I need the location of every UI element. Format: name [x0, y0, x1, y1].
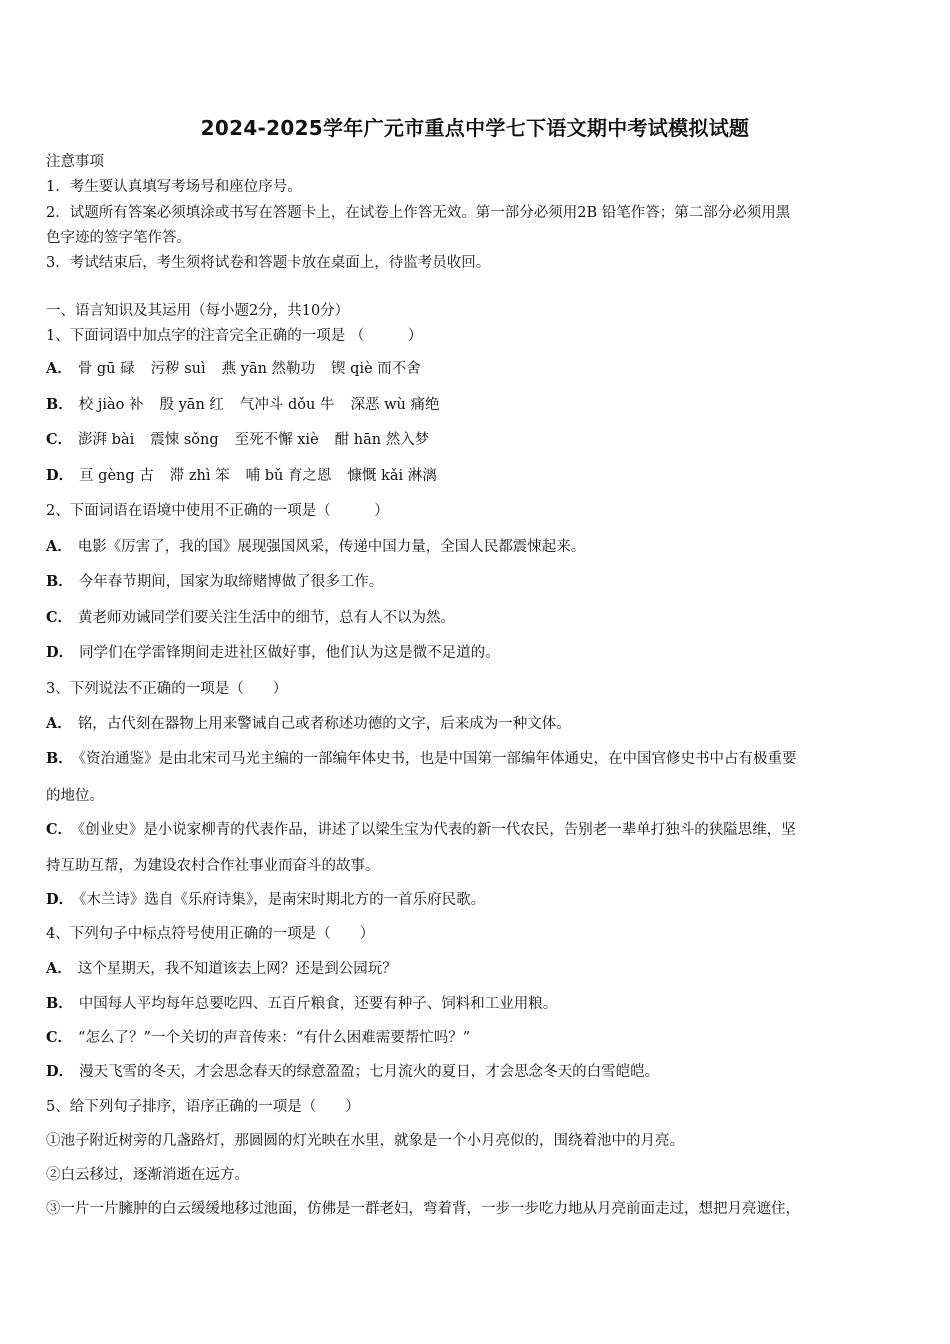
option-part: 慷慨 kǎi 淋漓 [347, 468, 437, 484]
option-part: 燕 yān 然勒功 [221, 361, 316, 377]
question-2-stem: 2、下面词语在语境中使用不正确的一项是（ ） [46, 503, 389, 519]
option-label: D． [46, 644, 74, 661]
option-label: D． [46, 467, 74, 484]
option-label: C． [46, 1029, 73, 1046]
option-text: 中国每人平均每年总要吃四、五百斤粮食，还要有种子、饲料和工业用粮。 [78, 996, 558, 1012]
q2-option-b [46, 572, 908, 592]
option-part: 酣 hān 然入梦 [334, 432, 430, 448]
option-part: 澎湃 bài [78, 432, 135, 448]
option-text: 这个星期天，我不知道该去上网？还是到公园玩？ [77, 961, 397, 977]
option-label: B． [46, 750, 73, 767]
option-text: 漫天飞雪的冬天，才会思念春天的绿意盈盈；七月流火的夏日，才会思念冬天的白雪皑皑。 [79, 1064, 660, 1080]
notice-item-2: 2．试题所有答案必须填涂或书写在答题卡上，在试卷上作答无效。第一部分必须用2B 铅笔作答；第二部分必须用黑 [46, 205, 791, 221]
option-part: 震悚 sǒng [150, 432, 219, 448]
option-text: 铭，古代刻在器物上用来警诫自己或者称述功德的文字，后来成为一种文体。 [77, 716, 571, 732]
q2-option-d [46, 643, 908, 663]
section-heading: 一、语言知识及其运用（每小题2分，共10分） [46, 303, 350, 319]
q4-option-c [46, 1028, 908, 1048]
q4-option-b [46, 994, 908, 1014]
q3-option-a [46, 714, 908, 734]
notice-item-2-cont: 色字迹的签字笔作答。 [46, 230, 191, 246]
page-title: 2024-2025学年广元市重点中学七下语文期中考试模拟试题 [200, 116, 750, 140]
option-text: 《创业史》是小说家柳青的代表作品，讲述了以梁生宝为代表的新一代农民，告别老一辈单打独斗的狭隘思维，坚 [78, 822, 796, 838]
option-label: A． [46, 715, 72, 732]
option-text: 《木兰诗》选自《乐府诗集》，是南宋时期北方的一首乐府民歌。 [79, 892, 486, 908]
option-part: 哺 bǔ 育之恩 [245, 468, 332, 484]
q2-option-c [46, 608, 908, 628]
q1-option-b [46, 395, 908, 415]
option-label: B． [46, 995, 73, 1012]
option-label: A． [46, 538, 72, 555]
option-label: D． [46, 1063, 74, 1080]
option-part: 殷 yān 红 [159, 397, 224, 413]
option-part: 滞 zhì 笨 [169, 468, 230, 484]
option-text: 《资治通鉴》是由北宋司马光主编的一部编年体史书，也是中国第一部编年体通史，在中国官修史书中占有极重要 [78, 751, 797, 767]
q1-option-d [46, 466, 908, 486]
q3-option-d [46, 890, 908, 910]
option-label: A． [46, 360, 72, 377]
question-5-stem: 5、给下列句子排序，语序正确的一项是（ ） [46, 1099, 360, 1115]
option-label: B． [46, 396, 73, 413]
option-part: 骨 gū 碌 [77, 361, 135, 377]
q5-sentence-1: ①池子附近树旁的几盏路灯，那圆圆的灯光映在水里，就象是一个小月亮似的，围绕着池中的月亮。 [46, 1133, 684, 1149]
question-4-stem: 4、下列句子中标点符号使用正确的一项是（ ） [46, 926, 375, 942]
option-part: 锲 qiè 而不舍 [331, 361, 421, 377]
notice-item-3: 3．考试结束后，考生须将试卷和答题卡放在桌面上，待监考员收回。 [46, 255, 491, 271]
option-label: B． [46, 573, 73, 590]
option-label: D． [46, 891, 74, 908]
option-text: 黄老师劝诫同学们要关注生活中的细节，总有人不以为然。 [78, 610, 456, 626]
question-1-stem: 1、下面词语中加点字的注音完全正确的一项是 （ ） [46, 328, 423, 344]
q3-option-b [46, 749, 908, 769]
q1-option-a [46, 359, 908, 379]
q5-sentence-3: ③一片一片臃肿的白云缓缓地移过池面，仿佛是一群老妇，弯着背，一步一步吃力地从月亮前面走过，想把月亮遮住， [46, 1201, 800, 1217]
q4-option-d [46, 1062, 908, 1082]
option-part: 亘 gèng 古 [79, 468, 154, 484]
q3-option-b-cont: 的地位。 [46, 788, 104, 804]
q3-option-c-cont: 持互助互帮，为建设农村合作社事业而奋斗的故事。 [46, 858, 380, 874]
q4-option-a [46, 959, 908, 979]
option-part: 校 jiào 补 [78, 397, 144, 413]
option-text: 电影《厉害了，我的国》展现强国风采，传递中国力量，全国人民都震悚起来。 [77, 539, 586, 555]
option-text: 今年春节期间，国家为取缔赌博做了很多工作。 [78, 574, 384, 590]
q5-sentence-2: ②白云移过，逐渐消逝在远方。 [46, 1167, 249, 1183]
notice-heading: 注意事项 [46, 154, 104, 170]
q3-option-c [46, 820, 908, 840]
option-part: 至死不懈 xiè [234, 432, 319, 448]
option-text: “怎么了？”一个关切的声音传来：“有什么困难需要帮忙吗？” [78, 1030, 471, 1046]
option-label: C． [46, 609, 73, 626]
option-part: 污秽 suì [150, 361, 206, 377]
q2-option-a [46, 537, 908, 557]
notice-item-1: 1．考生要认真填写考场号和座位序号。 [46, 179, 302, 195]
option-label: C． [46, 821, 73, 838]
option-label: A． [46, 960, 72, 977]
option-text: 同学们在学雷锋期间走进社区做好事，他们认为这是微不足道的。 [79, 645, 500, 661]
question-3-stem: 3、下列说法不正确的一项是（ ） [46, 681, 288, 697]
q1-option-c [46, 430, 908, 450]
option-part: 气冲斗 dǒu 牛 [239, 397, 335, 413]
option-label: C． [46, 431, 73, 448]
option-part: 深恶 wù 痛绝 [350, 397, 440, 413]
